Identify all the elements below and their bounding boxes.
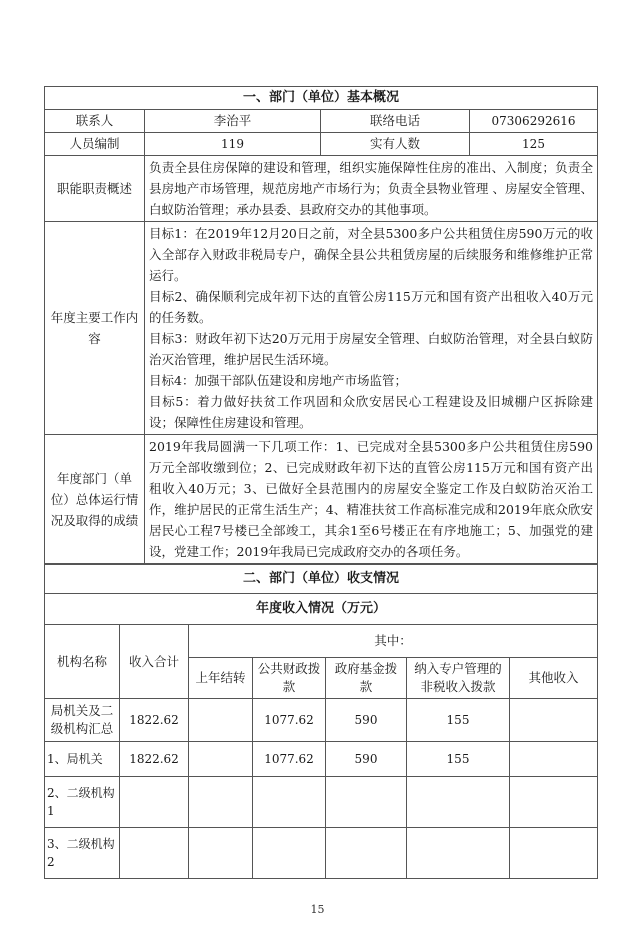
- work-goal: 目标4：加强干部队伍建设和房地产市场监管；: [149, 373, 407, 388]
- table-row: [45, 828, 598, 879]
- actual-staff-label: 实有人数: [321, 133, 470, 156]
- row-other: [510, 828, 598, 879]
- row-other: [510, 699, 598, 742]
- income-table: [44, 564, 598, 879]
- phone-value: 07306292616: [470, 110, 598, 133]
- row-carryover: [189, 828, 253, 879]
- work-label: 年度主要工作内容: [45, 222, 145, 435]
- header-gov-fund: 政府基金拨款: [326, 658, 407, 699]
- row-public-finance: 1077.62: [253, 699, 326, 742]
- results-label: 年度部门（单位）总体运行情况及取得的成绩: [45, 435, 145, 564]
- header-public-finance: 公共财政拨款: [253, 658, 326, 699]
- work-goal: 目标2、确保顺利完成年初下达的直管公房115万元和国有资产出租收入40万元的任务数。: [149, 289, 594, 325]
- row-non-tax: [407, 777, 510, 828]
- row-total: 1822.62: [120, 699, 189, 742]
- staff-quota-label: 人员编制: [45, 133, 145, 156]
- row-gov-fund: 590: [326, 742, 407, 777]
- row-carryover: [189, 699, 253, 742]
- work-goal: 目标3：财政年初下达20万元用于房屋安全管理、白蚁防治管理，对全县白蚁防治灭治管理，维护居民生活环境。: [149, 331, 594, 367]
- basic-info-table: [44, 86, 598, 564]
- header-other: 其他收入: [510, 658, 598, 699]
- row-public-finance: [253, 828, 326, 879]
- staff-quota-value: 119: [145, 133, 321, 156]
- row-gov-fund: 590: [326, 699, 407, 742]
- row-gov-fund: [326, 828, 407, 879]
- row-public-finance: [253, 777, 326, 828]
- header-carryover: 上年结转: [189, 658, 253, 699]
- row-name: 3、二级机构 2: [45, 828, 120, 879]
- row-carryover: [189, 777, 253, 828]
- table-row: [45, 742, 598, 777]
- row-other: [510, 742, 598, 777]
- row-non-tax: 155: [407, 699, 510, 742]
- row-name: 局机关及二级机构汇总: [45, 699, 120, 742]
- row-total: [120, 828, 189, 879]
- actual-staff-value: 125: [470, 133, 598, 156]
- row-public-finance: 1077.62: [253, 742, 326, 777]
- contact-value: 李治平: [145, 110, 321, 133]
- duties-label: 职能职责概述: [45, 156, 145, 222]
- row-gov-fund: [326, 777, 407, 828]
- section1-title: 一、部门（单位）基本概况: [45, 87, 598, 110]
- header-of-which: 其中：: [189, 625, 598, 658]
- table-row: [45, 699, 598, 742]
- work-goals: [145, 222, 598, 435]
- phone-label: 联络电话: [321, 110, 470, 133]
- row-carryover: [189, 742, 253, 777]
- work-goal: 目标1：在2019年12月20日之前，对全县5300多户公共租赁住房590万元的收入全部存入财政非税局专户，确保全县公共租赁房屋的后续服务和维修维护正常运行。: [149, 226, 594, 283]
- income-title: 年度收入情况（万元）: [45, 594, 598, 625]
- row-non-tax: 155: [407, 742, 510, 777]
- row-total: [120, 777, 189, 828]
- row-non-tax: [407, 828, 510, 879]
- contact-label: 联系人: [45, 110, 145, 133]
- page-number: 15: [310, 903, 325, 916]
- row-total: 1822.62: [120, 742, 189, 777]
- row-name: 2、二级机构 1: [45, 777, 120, 828]
- section2-title: 二、部门（单位）收支情况: [45, 565, 598, 594]
- results-text: 2019年我局圆满一下几项工作：1、已完成对全县5300多户公共租赁住房590万元全部收缴到位；2、已完成财政年初下达的直管公房115万元和国有资产出租收入40万元；3、已做好全县范围内的房屋安全鉴定工作及白蚁防治灭治工作，维护居民的正常生活生产；4、精准扶贫工作高标准完成和2019年底众欣安居民心工程7号楼已全部竣工，其余1至6号楼正在有序地施工；5、加强党的建设，党建工作；2019年我局已完成政府交办的各项任务。: [145, 435, 598, 564]
- row-other: [510, 777, 598, 828]
- duties-text: 负责全县住房保障的建设和管理，组织实施保障性住房的准出、入制度；负责全县房地产市场管理，规范房地产市场行为；负责全县物业管理 、房屋安全管理、白蚁防治管理；承办县委、县政府交办的其他事项。: [145, 156, 598, 222]
- header-total: 收入合计: [120, 625, 189, 699]
- work-goal: 目标5：着力做好扶贫工作巩固和众欣安居民心工程建设及旧城棚户区拆除建设；保障性住房建设和管理。: [149, 394, 594, 430]
- header-non-tax: 纳入专户管理的非税收入拨款: [407, 658, 510, 699]
- table-row: [45, 777, 598, 828]
- header-org-name: 机构名称: [45, 625, 120, 699]
- row-name: 1、局机关: [45, 742, 120, 777]
